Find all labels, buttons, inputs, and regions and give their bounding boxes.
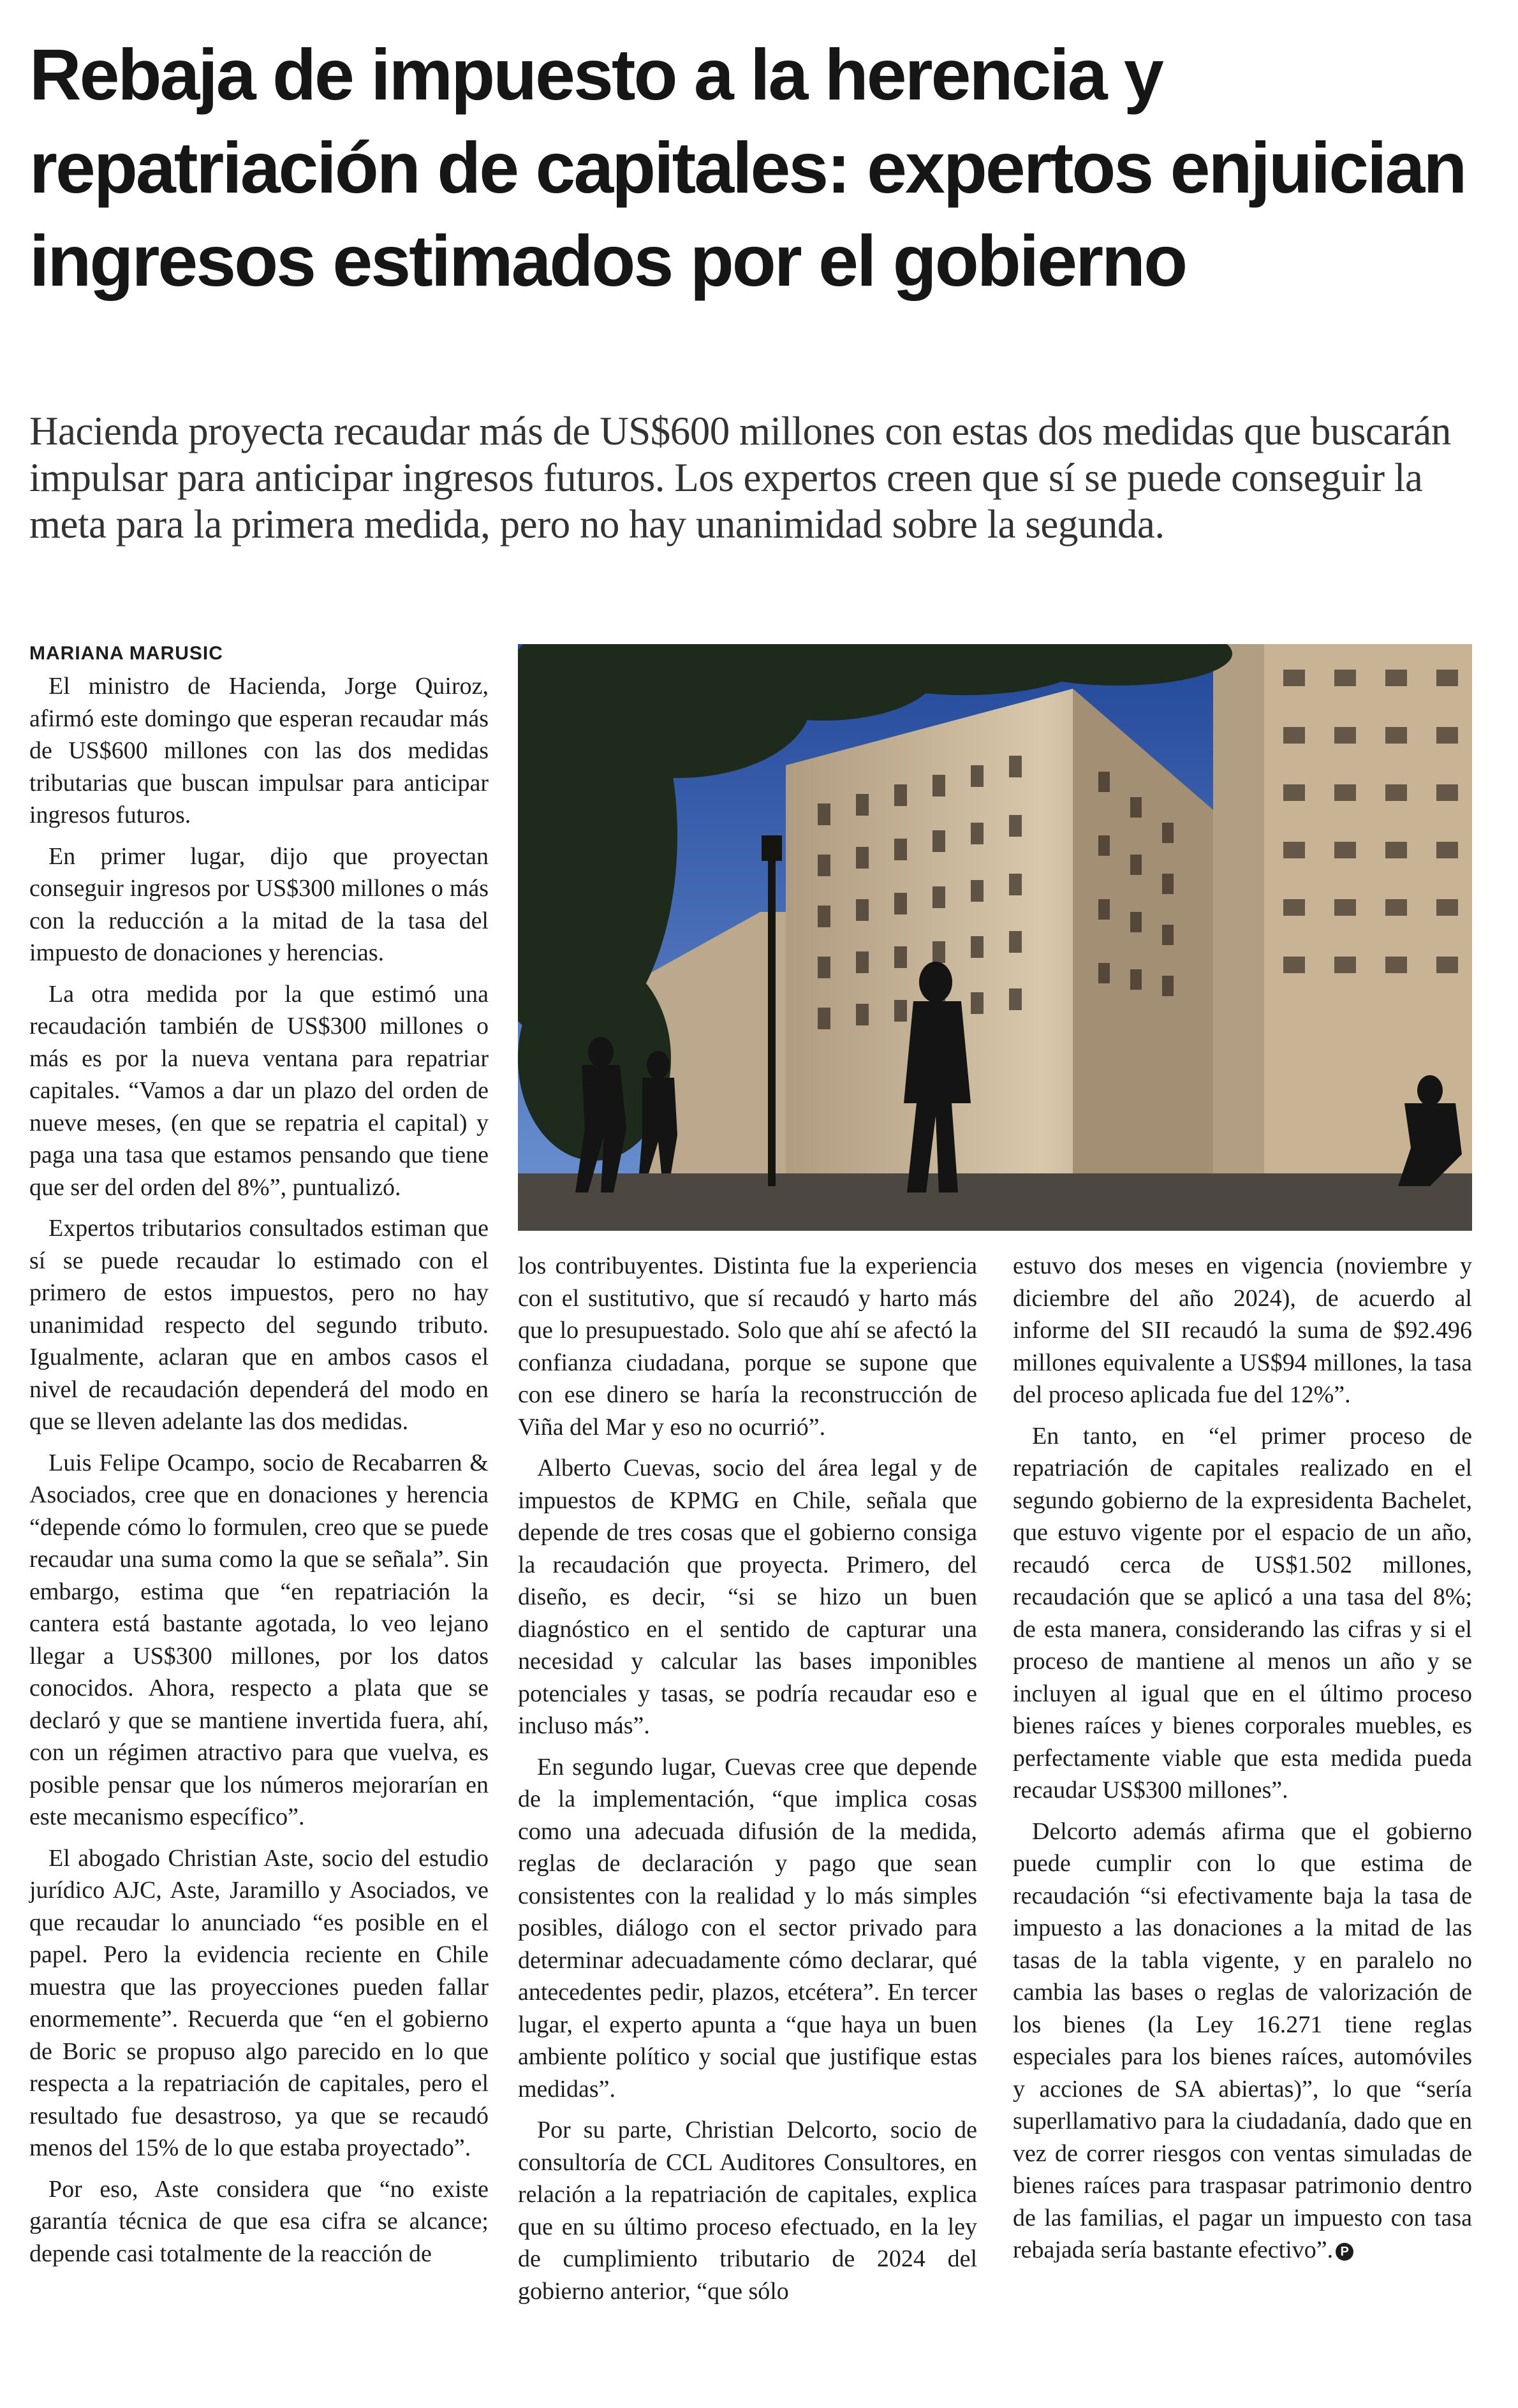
paragraph: los contribuyentes. Distinta fue la experiencia con el sustitutivo, que sí recaudó y harto más que lo presupuestado. Solo que ahí se afectó la confianza ciudadana, porque se supone que con ese dinero se haría la reconstrucción de Viña del Mar y eso no ocurrió”.: [518, 1252, 977, 1441]
paragraph: El ministro de Hacienda, Jorge Quiroz, afirmó este domingo que esperan recaudar más de US$600 millones con las dos medidas tributarias que buscan impulsar para anticipar ingresos futuros.: [29, 673, 489, 828]
paragraph: En tanto, en “el primer proceso de repatriación de capitales realizado en el segundo gobierno de la expresidenta Bachelet, que estuvo vigente por el espacio de un año, recaudó cerca de US$1.502 millones, recaudación que se aplicó a una tasa del 8%; de esta manera, considerando las cifras y si el proceso de mantiene al menos un año y se incluyen al igual que en el último proceso bienes raíces y bienes corporales muebles, es perfectamente viable que esta medida pueda recaudar US$300 millones”.: [1013, 1422, 1472, 1803]
article-column-3: [1013, 1250, 1472, 2275]
byline: MARIANA MARUSIC: [29, 643, 223, 664]
paragraph: Por eso, Aste considera que “no existe garantía técnica de que esa cifra se alcance; depende casi totalmente de la reacción de: [29, 2175, 489, 2267]
article-dek: Hacienda proyecta recaudar más de US$600 millones con estas dos medidas que buscarán impulsar para anticipar ingresos futuros. Los expertos creen que sí se puede conseguir la meta para la primera medida, pero no hay unanimidad sobre la segunda.: [29, 409, 1451, 547]
article-column-2: [518, 1250, 977, 2316]
paragraph: La otra medida por la que estimó una recaudación también de US$300 millones o más es por la nueva ventana para repatriar capitales. “Vamos a dar un plazo del orden de nueve meses, (en que se repatria el capital) y paga una tasa que estamos pensando que tiene que ser del orden del 8%”, puntualizó.: [29, 980, 489, 1201]
article-headline: Rebaja de impuesto a la herencia y repatriación de capitales: expertos enjuician ingresos estimados por el gobierno: [29, 34, 1466, 301]
paragraph: En segundo lugar, Cuevas cree que depende de la implementación, “que implica cosas como una adecuada difusión de la medida, reglas de declaración y pago que sean consistentes con la realidad y lo más simples posibles, diálogo con el sector privado para determinar adecuadamente cómo declarar, qué antecedentes pedir, plazos, etcétera”. En tercer lugar, el experto apunta a “que haya un buen ambiente político y social que justifique estas medidas”.: [518, 1753, 977, 2103]
photo-ground: [518, 1173, 1472, 1231]
paragraph: El abogado Christian Aste, socio del estudio jurídico AJC, Aste, Jaramillo y Asociados, ve que recaudar lo anunciado “es posible en el papel. Pero la evidencia reciente en Chile muestra que las proyecciones pueden fallar enormemente”. Recuerda que “en el gobierno de Boric se propuso algo parecido en lo que respecta a la repatriación de capitales, pero el resultado fue desastroso, ya que se recaudó menos del 15% de lo que estaba proyectado”.: [29, 1844, 489, 2161]
article-column-1: [29, 641, 489, 2279]
paragraph-text: Delcorto además afirma que el gobierno puede cumplir con lo que estima de recaudación “si efectivamente baja la tasa de impuesto a las donaciones a la mitad de las tasas de la tabla vigente, y en paralelo no cambia las bases o reglas de valorización de los bienes (la Ley 16.271 tiene reglas especiales para los bienes raíces, automóviles y acciones de SA abiertas)”, lo que “sería superllamativo para la ciudadanía, dado que en vez de correr riesgos con ventas simuladas de bienes raíces para traspasar patrimonio dentro de las familias, el pagar un impuesto con tasa rebajada sería bastante efectivo”.: [1013, 1817, 1472, 2263]
paragraph: Alberto Cuevas, socio del área legal y de impuestos de KPMG en Chile, señala que depende de tres cosas que el gobierno consiga la recaudación que proyecta. Primero, del diseño, es decir, “si se hizo un buen diagnóstico en el sentido de capturar una necesidad y calcular las bases imponibles potenciales y tasas, se podría recaudar eso e incluso más”.: [518, 1455, 977, 1739]
paragraph: estuvo dos meses en vigencia (noviembre y diciembre del año 2024), de acuerdo al informe del SII recaudó la suma de $92.496 millones equivalente a US$94 millones, la tasa del proceso aplicada fue del 12%”.: [1013, 1252, 1472, 1408]
paragraph: Luis Felipe Ocampo, socio de Recabarren & Asociados, cree que en donaciones y herencia “depende cómo lo formulen, creo que se puede recaudar una suma como la que se señala”. Sin embargo, estima que “en repatriación la cantera está bastante agotada, lo veo lejano llegar a US$300 millones, por los datos conocidos. Ahora, respecto a plata que se declaró y que se mantiene invertida fuera, ahí, con un régimen atractivo para que vuelva, es posible pensar que los números mejorarían en este mecanismo específico”.: [29, 1449, 489, 1830]
paragraph: En primer lugar, dijo que proyectan conseguir ingresos por US$300 millones o más con la reducción a la mitad de la tasa del impuesto de donaciones y herencias.: [29, 842, 489, 966]
article-photo: [518, 644, 1472, 1231]
paragraph: Por su parte, Christian Delcorto, socio de consultoría de CCL Auditores Consultores, en relación a la repatriación de capitales, explica que en su último proceso efectuado, en la ley de cumplimiento tributario de 2024 del gobierno anterior, “que sólo: [518, 2117, 977, 2305]
paragraph: Expertos tributarios consultados estiman que sí se puede recaudar lo estimado con el primero de estos impuestos, pero no hay unanimidad respecto del segundo tributo. Igualmente, aclaran que en ambos casos el nivel de recaudación dependerá del modo en que se lleven adelante las dos medidas.: [29, 1215, 489, 1435]
paragraph-last: [1013, 1816, 1472, 2266]
end-of-article-icon: P: [1336, 2243, 1353, 2261]
